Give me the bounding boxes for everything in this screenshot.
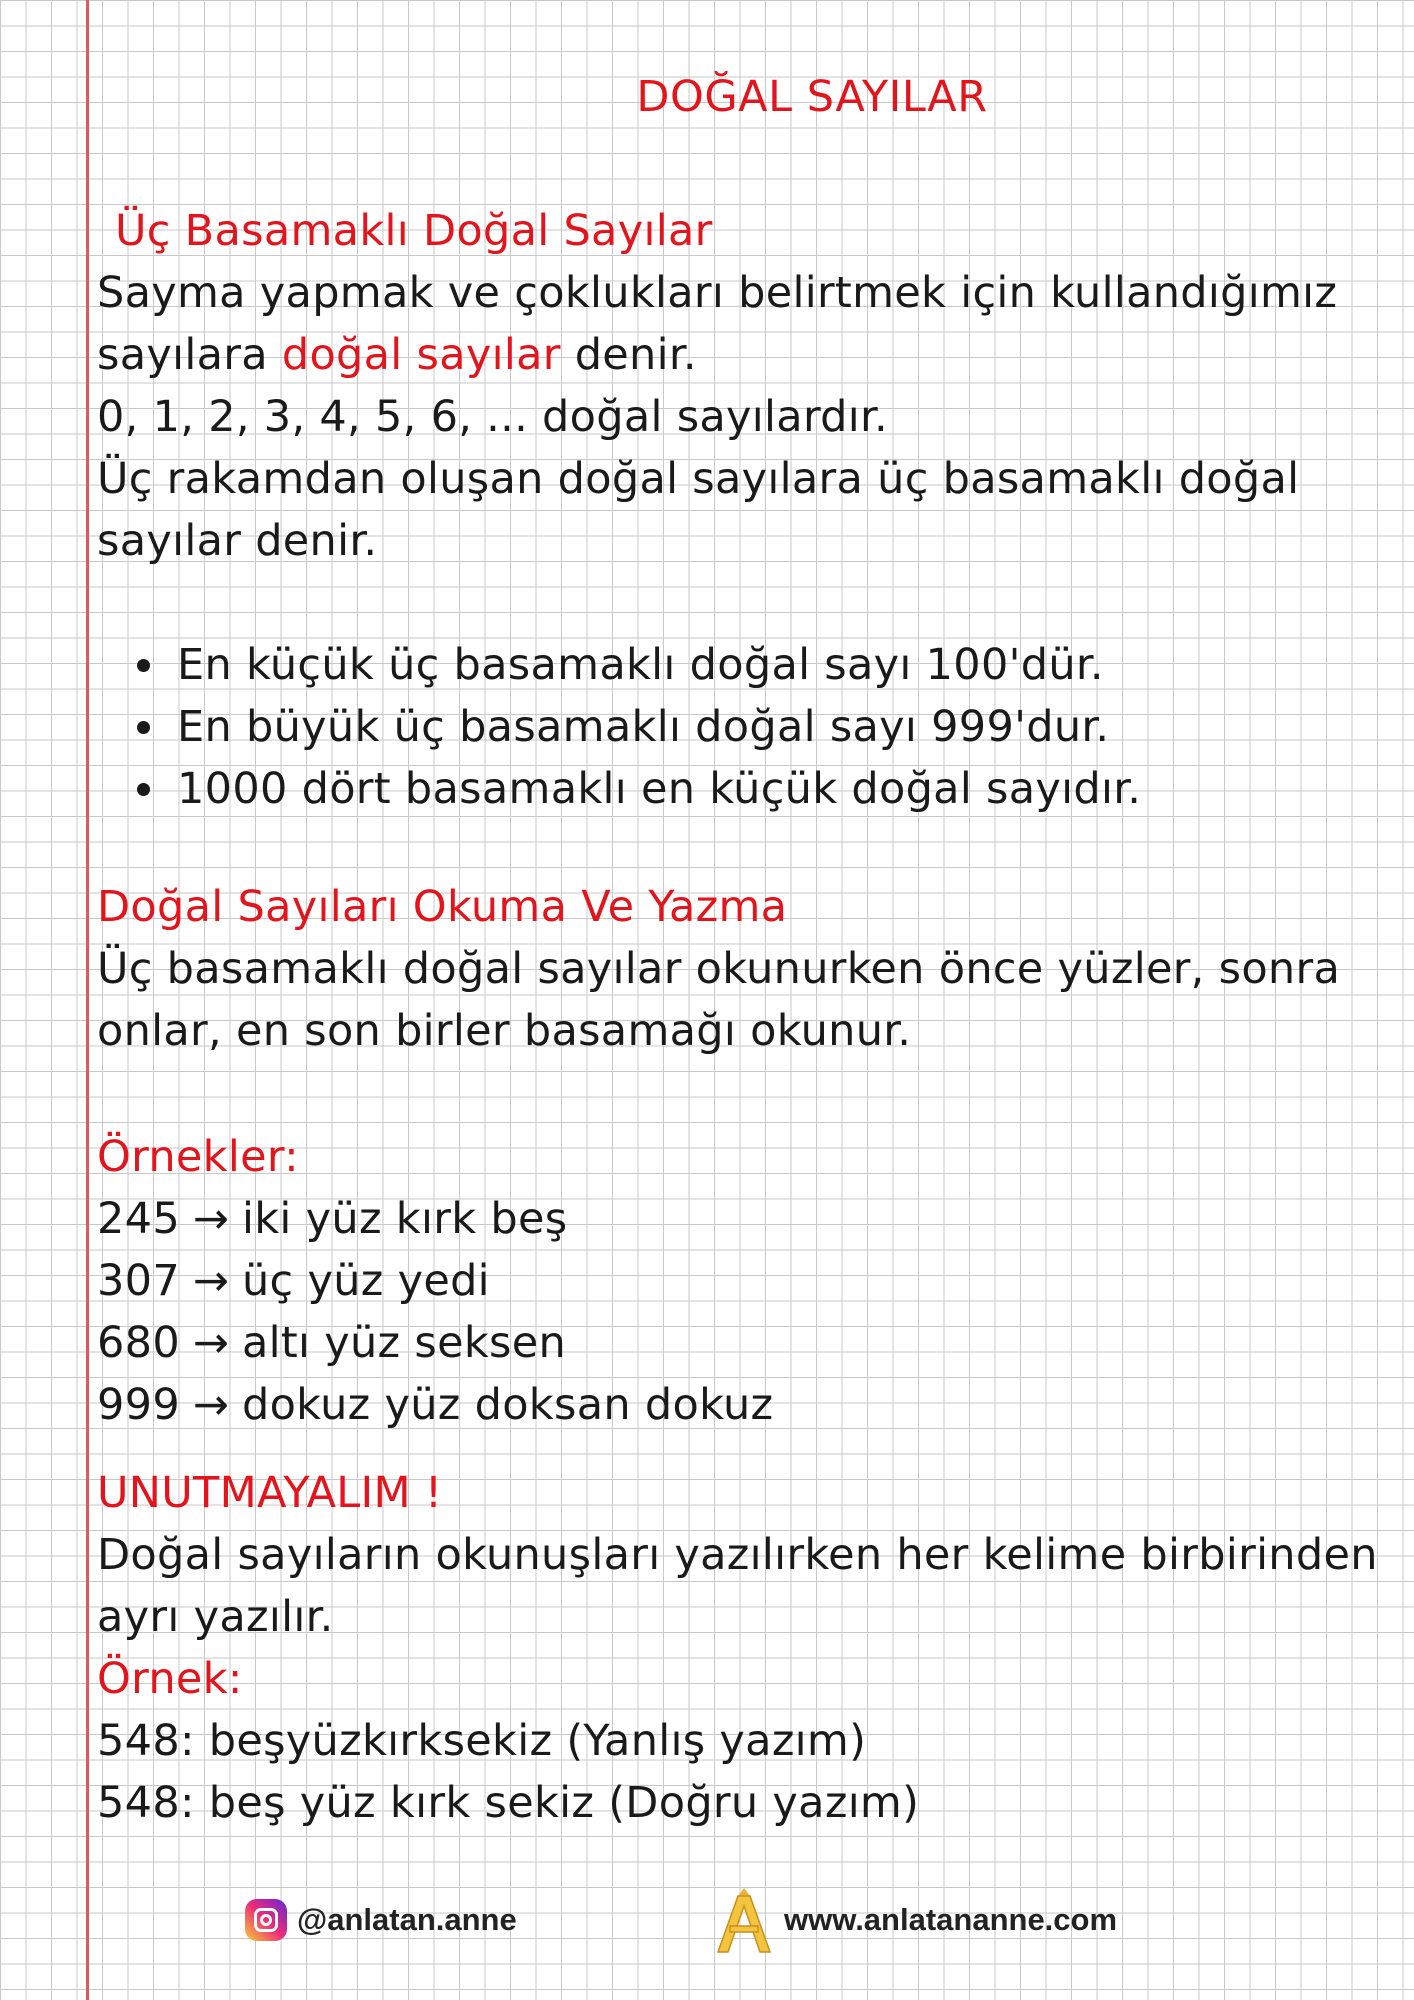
section-three-digit (97, 200, 1377, 572)
paragraph-line: 0, 1, 2, 3, 4, 5, 6, ... doğal sayılardır. (97, 392, 889, 442)
bullet-icon (137, 721, 150, 734)
paragraph-line (97, 324, 1377, 386)
arrow-icon: → (192, 1194, 230, 1244)
paragraph-line: Üç rakamdan oluşan doğal sayılara üç basamaklı doğal (97, 454, 1300, 504)
notebook-margin-line (86, 0, 89, 2000)
paragraph-line: Doğal sayıların okunuşları yazılırken her kelime birbirinden (97, 1530, 1378, 1580)
paragraph-line: onlar, en son birler basamağı okunur. (97, 1006, 912, 1056)
paragraph-line: Sayma yapmak ve çoklukları belirtmek için kullandığımız (97, 268, 1338, 318)
reminder-section (97, 1462, 1377, 1834)
list-item (97, 758, 1377, 820)
list-item-text: 1000 dört basamaklı en küçük doğal sayıdır. (177, 764, 1142, 814)
example-row (97, 1312, 1377, 1374)
example-words: üç yüz yedi (241, 1256, 490, 1306)
bullet-icon (137, 783, 150, 796)
example-number: 680 (97, 1318, 180, 1368)
example-row (97, 1374, 1377, 1436)
arrow-icon: → (192, 1256, 230, 1306)
paragraph-line: Üç basamaklı doğal sayılar okunurken önce yüzler, sonra (97, 944, 1341, 994)
section-heading: Doğal Sayıları Okuma Ve Yazma (97, 882, 788, 932)
instagram-handle[interactable]: @anlatan.anne (297, 1902, 517, 1937)
arrow-icon: → (192, 1318, 230, 1368)
text-fragment: denir. (560, 330, 697, 380)
example-row (97, 1188, 1377, 1250)
page-title: DOĞAL SAYILAR (636, 72, 988, 122)
right-example: 548: beş yüz kırk sekiz (Doğru yazım) (97, 1778, 920, 1828)
website-link[interactable]: www.anlatananne.com (784, 1902, 1118, 1937)
facts-list (97, 634, 1377, 820)
paragraph-line: sayılar denir. (97, 516, 378, 566)
example-words: iki yüz kırk beş (241, 1194, 568, 1244)
list-item (97, 634, 1377, 696)
reminder-heading: UNUTMAYALIM ! (97, 1468, 443, 1518)
examples-section (97, 1126, 1377, 1436)
paragraph-line: ayrı yazılır. (97, 1592, 334, 1642)
example-row (97, 1250, 1377, 1312)
example-words: dokuz yüz doksan dokuz (241, 1380, 774, 1430)
example-heading: Örnek: (97, 1654, 243, 1704)
examples-heading: Örnekler: (97, 1132, 299, 1182)
section-heading: Üç Basamaklı Doğal Sayılar (115, 206, 713, 256)
list-item-text: En küçük üç basamaklı doğal sayı 100'dür. (177, 640, 1104, 690)
pencil-letter-a-logo (716, 1886, 772, 1954)
bullet-icon (137, 659, 150, 672)
section-reading-writing (97, 876, 1377, 1062)
arrow-icon: → (192, 1380, 230, 1430)
instagram-icon (245, 1899, 287, 1941)
text-fragment: sayılara (97, 330, 282, 380)
website-credit[interactable] (716, 1885, 1117, 1955)
example-number: 245 (97, 1194, 180, 1244)
list-item (97, 696, 1377, 758)
example-number: 999 (97, 1380, 180, 1430)
wrong-example: 548: beşyüzkırksekiz (Yanlış yazım) (97, 1716, 867, 1766)
list-item-text: En büyük üç basamaklı doğal sayı 999'dur. (177, 702, 1110, 752)
example-number: 307 (97, 1256, 180, 1306)
highlight-term: doğal sayılar (281, 330, 561, 380)
example-words: altı yüz seksen (241, 1318, 567, 1368)
instagram-credit[interactable] (245, 1892, 517, 1948)
